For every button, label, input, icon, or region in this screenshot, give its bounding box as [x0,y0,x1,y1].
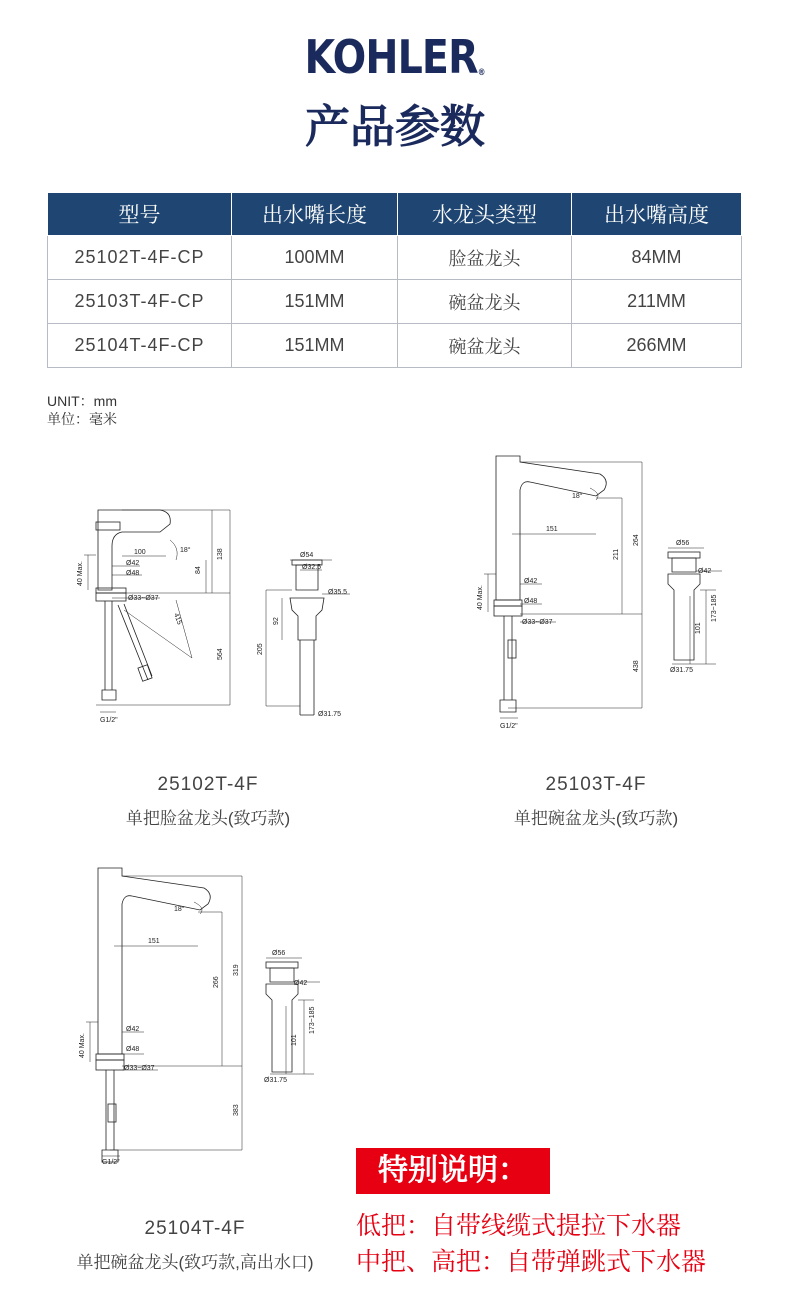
dimension-lines [84,510,230,712]
cell-spout-height: 266MM [572,324,742,368]
cell-spout-height: 84MM [572,236,742,280]
dim-h173: 173~185 [309,1006,316,1034]
dim-d56: Ø56 [272,950,286,957]
dim-thread: G1/2" [102,1159,120,1166]
dim-d54: Ø54 [300,552,314,559]
caption-25104t [50,1218,340,1273]
drawing-25103t [477,456,722,730]
caption-25103t [476,774,716,829]
caption-name: 单把脸盆龙头(致巧款) [125,809,291,828]
dim-h264: 264 [633,534,640,546]
dim-d48: Ø48 [524,598,538,605]
dim-h92: 92 [273,617,280,625]
dim-h266: 266 [213,976,220,988]
dim-d48: Ø48 [126,570,140,577]
dim-d42: Ø42 [126,560,140,567]
special-note-heading: 特别说明： [356,1148,550,1194]
cell-spout-height: 211MM [572,280,742,324]
caption-model: 25103T-4F [545,774,647,795]
logo-text: KOHLER [304,30,478,84]
dimension-lines [86,876,242,1156]
dim-d56: Ø56 [676,540,690,547]
dim-h211: 211 [613,548,620,560]
dim-h564: 564 [217,648,224,660]
caption-25102t [88,774,328,829]
cell-spout-length: 100MM [232,236,398,280]
cell-spout-length: 151MM [232,324,398,368]
dim-h383: 383 [233,1104,240,1116]
dim-d48: Ø48 [126,1046,140,1053]
drain-outline [290,560,324,715]
faucet-body-outline [96,510,170,700]
dim-h101: 101 [291,1034,298,1046]
unit-english: UNIT：mm [47,393,117,409]
cell-model: 25103T-4F-CP [48,280,232,324]
drawing-25104t [79,868,320,1166]
dim-d42: Ø42 [524,578,538,585]
caption-name: 单把碗盆龙头(致巧款,高出水口) [76,1253,314,1272]
dim-h415: 415 [172,612,183,626]
caption-model: 25104T-4F [144,1218,246,1239]
cell-faucet-type: 碗盆龙头 [398,324,572,368]
drawing-25102t [77,510,350,724]
cell-model: 25102T-4F-CP [48,236,232,280]
header-spout-height: 出水嘴高度 [572,193,742,236]
dim-thread: G1/2" [500,723,518,730]
dim-spout-length: 100 [134,549,146,556]
header-faucet-type: 水龙头类型 [398,193,572,236]
dim-angle: 18° [174,906,185,913]
dim-h205: 205 [257,643,264,655]
dim-angle: 18° [180,547,191,554]
drain-outline [668,552,700,660]
caption-name: 单把碗盆龙头(致巧款) [513,809,679,828]
special-note-line2: 中把、高把：自带弹跳式下水器 [356,1247,707,1276]
dim-d42: Ø42 [126,1026,140,1033]
dim-max40: 40 Max. [477,585,484,610]
cell-spout-length: 151MM [232,280,398,324]
cell-faucet-type: 脸盆龙头 [398,236,572,280]
dim-d42b: Ø42 [294,980,308,987]
faucet-body-outline [494,456,606,712]
faucet-body-outline [96,868,210,1162]
cell-model: 25104T-4F-CP [48,324,232,368]
dimension-lines [484,462,642,718]
dim-d35: Ø35.5 [328,589,348,596]
header-spout-length: 出水嘴长度 [232,193,398,236]
special-note-line1: 低把：自带线缆式提拉下水器 [356,1211,682,1240]
dim-h438: 438 [633,660,640,672]
dim-h319: 319 [233,964,240,976]
dim-d32: Ø32.5 [302,564,322,571]
dim-d31: Ø31.75 [670,667,693,674]
dim-hole: Ø33~Ø37 [124,1065,155,1072]
cell-faucet-type: 碗盆龙头 [398,280,572,324]
dim-spout-length: 151 [148,938,160,945]
dim-angle: 18° [572,493,583,500]
unit-chinese: 单位：毫米 [47,411,117,427]
dim-hole: Ø33~Ø37 [522,619,553,626]
dim-max40: 40 Max. [77,561,84,586]
dim-spout-length: 151 [546,526,558,533]
dim-hole: Ø33~Ø37 [128,595,159,602]
drain-outline [266,962,298,1072]
dim-h173: 173~185 [711,594,718,622]
dim-thread: G1/2" [100,717,118,724]
registered-mark: ® [477,68,486,78]
dim-max40: 40 Max. [79,1033,86,1058]
dim-h84: 84 [195,566,202,574]
header-model: 型号 [48,193,232,236]
caption-model: 25102T-4F [157,774,259,795]
dim-h101: 101 [695,622,702,634]
page-title: 产品参数 [304,100,485,153]
dim-h138: 138 [217,548,224,560]
dim-d31: Ø31.75 [264,1077,287,1084]
drain-dimension-lines [266,560,350,706]
dim-d42b: Ø42 [698,568,712,575]
dim-d31: Ø31.75 [318,711,341,718]
